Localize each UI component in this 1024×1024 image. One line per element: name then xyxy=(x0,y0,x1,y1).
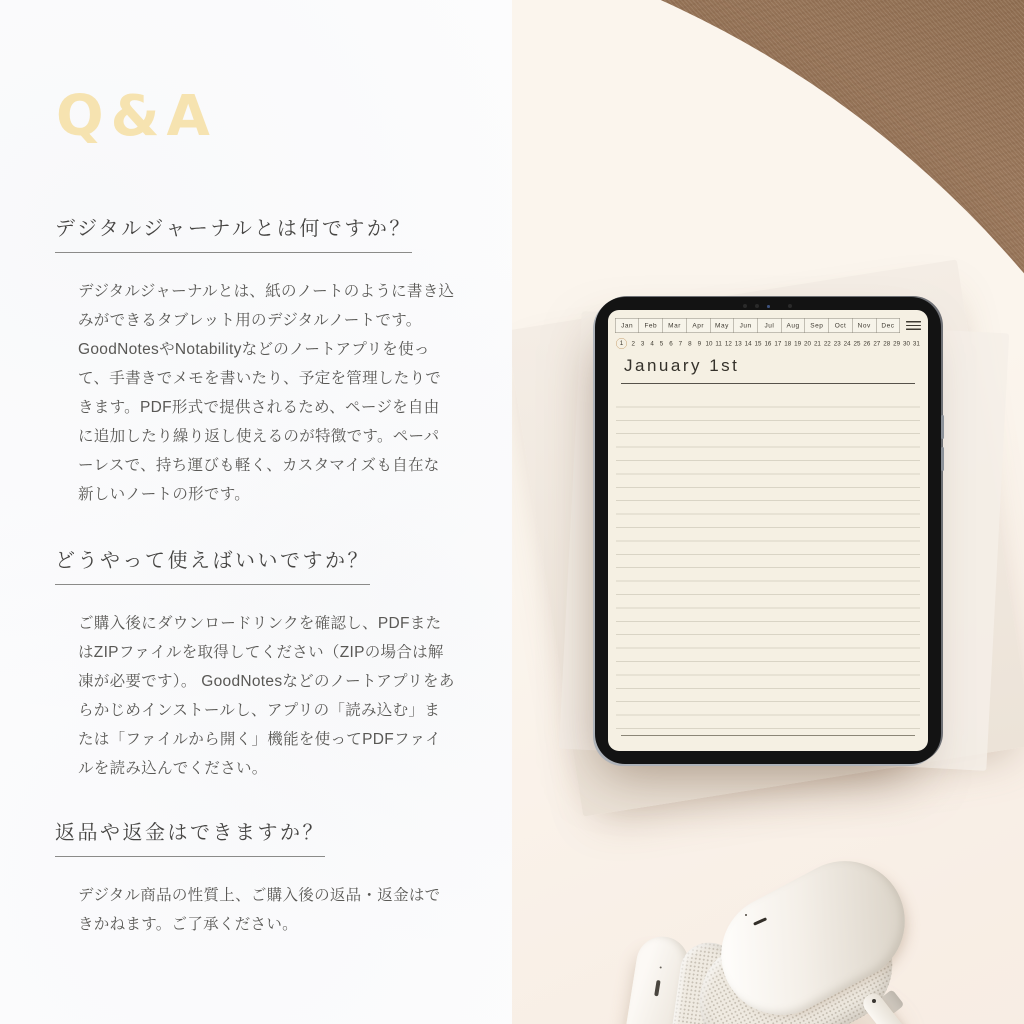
date-number: 15 xyxy=(754,340,762,347)
qa-title: Q&A xyxy=(56,84,217,149)
journal-app-screen xyxy=(608,310,928,751)
ruled-lines xyxy=(616,394,920,735)
journal-page-title: January 1st xyxy=(624,356,740,375)
date-number: 3 xyxy=(640,340,645,347)
month-tab: Nov xyxy=(853,318,877,333)
date-number: 9 xyxy=(697,340,702,347)
month-tab: Mar xyxy=(663,318,687,333)
qa-item-how-to-use xyxy=(55,544,474,783)
earcup-slot-icon xyxy=(654,980,660,996)
date-number: 28 xyxy=(883,340,891,347)
hamburger-icon xyxy=(906,319,921,333)
date-number: 30 xyxy=(903,340,910,347)
camera-dot-icon xyxy=(788,304,792,308)
qa-item-what-is-digital-journal xyxy=(55,212,474,509)
title-divider xyxy=(621,383,915,384)
month-tab: Jun xyxy=(734,318,758,333)
date-number: 5 xyxy=(659,340,664,347)
date-number: 1 xyxy=(616,338,627,349)
tablet-device xyxy=(595,297,941,764)
date-number: 19 xyxy=(794,340,802,347)
earcup-mic-dot-icon xyxy=(745,914,747,916)
volume-button xyxy=(941,415,944,439)
qa-answer: デジタル商品の性質上、ご購入後の返品・返金はできかねます。ご了承ください。 xyxy=(78,887,441,933)
month-tab: May xyxy=(710,318,734,333)
volume-button xyxy=(941,447,944,471)
earcup-dot-icon xyxy=(660,966,662,968)
date-number: 23 xyxy=(833,340,841,347)
date-number: 29 xyxy=(893,340,901,347)
bottom-line xyxy=(621,735,915,736)
date-number: 10 xyxy=(705,340,713,347)
date-number: 17 xyxy=(774,340,782,347)
date-number: 13 xyxy=(734,340,742,347)
date-number: 27 xyxy=(873,340,881,347)
date-number: 8 xyxy=(688,340,692,347)
date-number: 31 xyxy=(912,340,920,347)
month-tab: Oct xyxy=(829,318,853,333)
date-number: 12 xyxy=(724,340,732,347)
date-number: 18 xyxy=(784,340,792,347)
qa-question: どうやって使えばいいですか？ xyxy=(55,544,370,585)
hinge-dot-icon xyxy=(872,999,876,1003)
month-tab: Aug xyxy=(781,318,805,333)
camera-dot-icon xyxy=(755,304,759,308)
qa-answer: ご購入後にダウンロードリンクを確認し、PDFまたはZIPファイルを取得してください（ZIPの場合は解凍が必要です）。 GoodNotesなどのノートアプリをあらかじめインストールし、アプリの「読み込む」または「ファイルから開く」機能を使ってPDFファイルを読み込んでください。 xyxy=(78,615,455,777)
month-tab: Dec xyxy=(876,318,900,333)
date-number: 11 xyxy=(715,340,722,347)
date-number: 22 xyxy=(823,340,831,347)
hamburger-bar xyxy=(906,329,921,330)
hamburger-bar xyxy=(906,325,921,326)
month-tabs xyxy=(615,318,900,333)
qa-question: デジタルジャーナルとは何ですか？ xyxy=(55,212,412,253)
month-tab: Jul xyxy=(758,318,782,333)
date-number: 21 xyxy=(813,340,821,347)
date-number: 16 xyxy=(764,340,772,347)
month-tab: Sep xyxy=(805,318,829,333)
date-number: 24 xyxy=(843,340,851,347)
product-photo xyxy=(512,0,1024,1024)
date-strip xyxy=(615,338,921,349)
date-number: 14 xyxy=(744,340,752,347)
hamburger-bar xyxy=(906,321,921,322)
date-number: 26 xyxy=(863,340,871,347)
month-tab: Apr xyxy=(687,318,711,333)
camera-dot-icon xyxy=(743,304,747,308)
qa-item-refund-policy xyxy=(55,816,474,939)
journal-top-bar xyxy=(615,318,921,349)
month-tab: Feb xyxy=(639,318,663,333)
camera-sensor-icon xyxy=(767,305,770,308)
date-number: 25 xyxy=(853,340,861,347)
month-tab: Jan xyxy=(615,318,639,333)
qa-answer: デジタルジャーナルとは、紙のノートのように書き込みができるタブレット用のデジタルノートです。GoodNotesやNotabilityなどのノートアプリを使って、手書きでメモを書いたり、予定を管理したりできます。PDF形式で提供されるため、ページを自由に追加したり繰り返し使えるのが特徴です。ペーパーレスで、持ち運びも軽く、カスタマイズも自在な新しいノートの形です。 xyxy=(78,283,455,503)
date-number: 2 xyxy=(631,340,635,347)
date-number: 7 xyxy=(678,340,683,347)
qa-question: 返品や返金はできますか？ xyxy=(55,816,325,857)
month-tabs-row xyxy=(615,318,921,333)
date-number: 6 xyxy=(669,340,673,347)
date-number: 20 xyxy=(804,340,811,347)
date-number: 4 xyxy=(650,340,654,347)
